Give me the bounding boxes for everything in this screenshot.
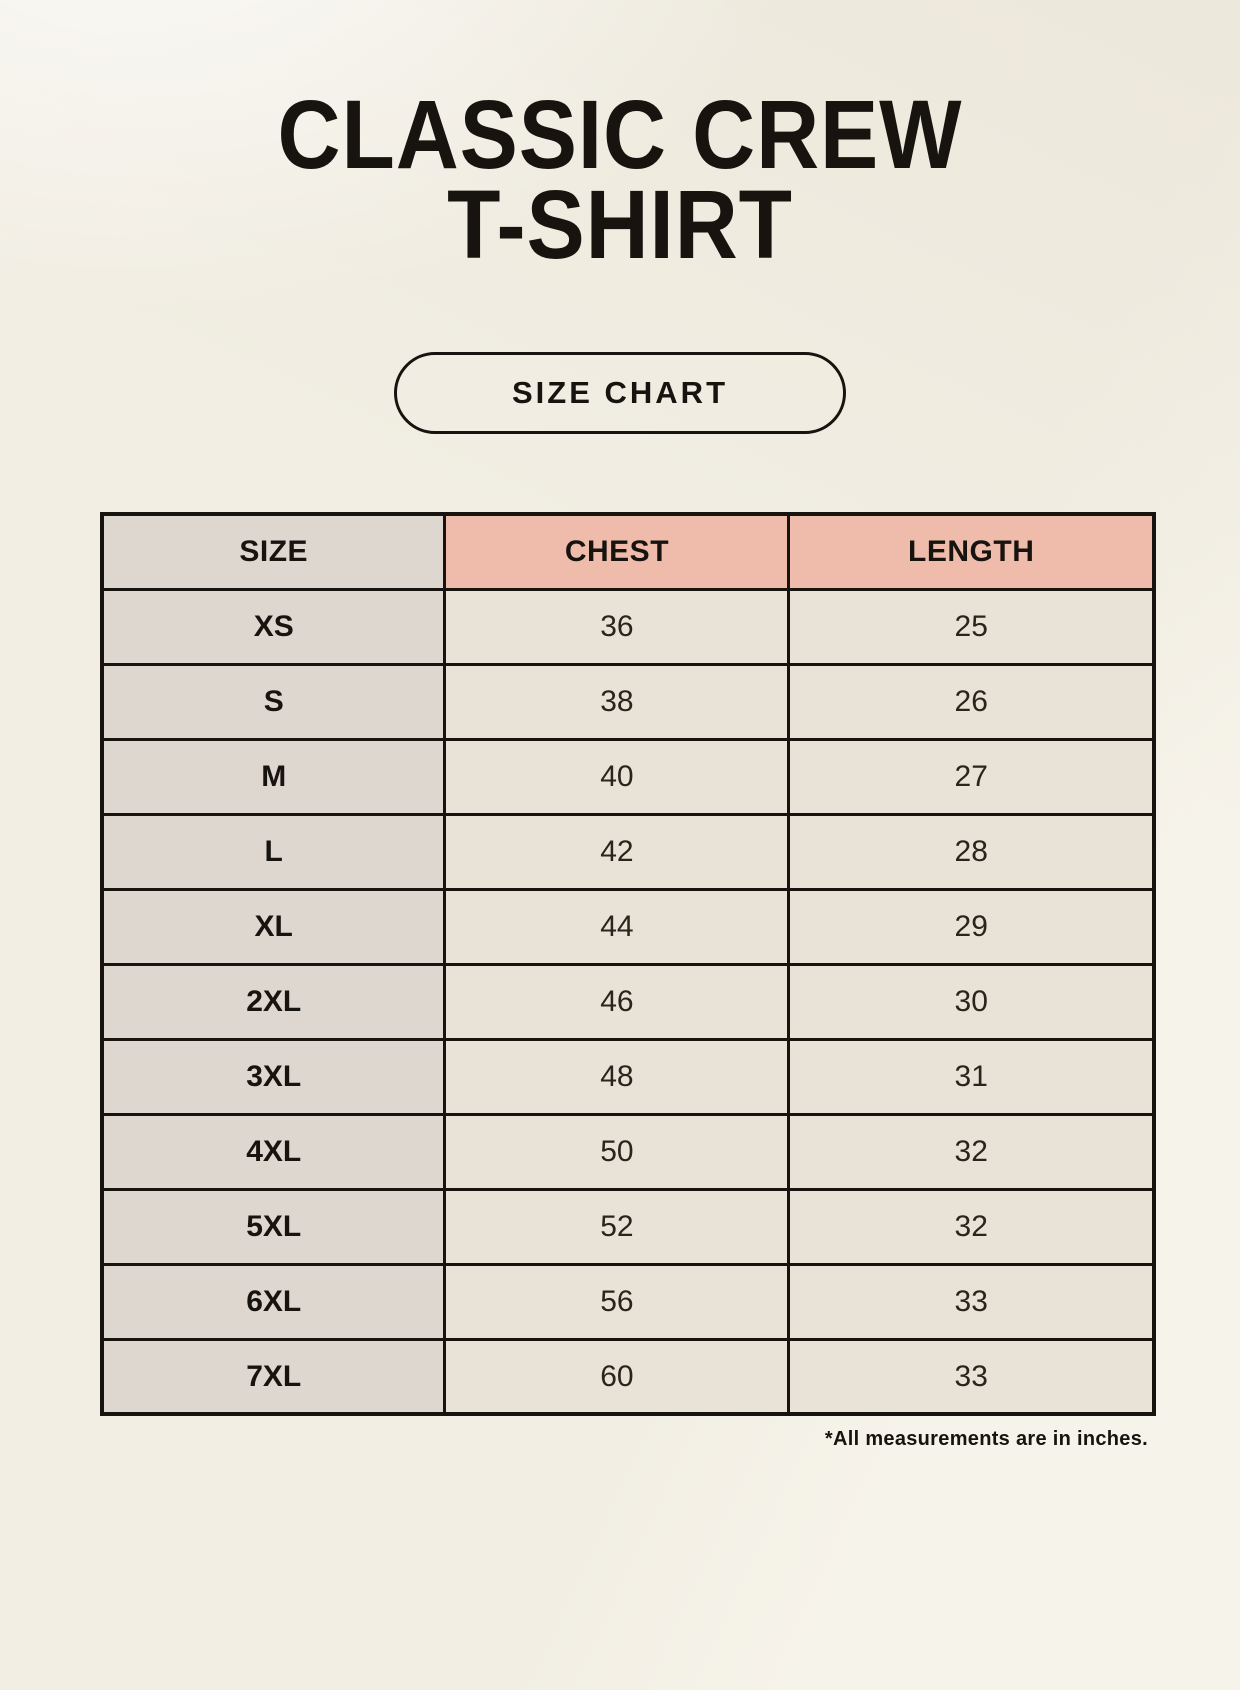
table-row [102, 1039, 1154, 1114]
length-cell: 31 [789, 1039, 1154, 1114]
chest-cell: 38 [445, 664, 789, 739]
header-length: LENGTH [789, 514, 1154, 589]
chest-cell: 60 [445, 1339, 789, 1414]
title-line-1: CLASSIC CREW [277, 80, 963, 189]
length-cell: 30 [789, 964, 1154, 1039]
size-cell: M [102, 739, 445, 814]
table-row [102, 739, 1154, 814]
size-chart-badge-label: SIZE CHART [512, 375, 728, 411]
length-cell: 33 [789, 1339, 1154, 1414]
size-chart-page [0, 80, 1240, 1451]
size-chart-badge [394, 352, 846, 434]
length-cell: 29 [789, 889, 1154, 964]
length-cell: 28 [789, 814, 1154, 889]
table-row [102, 664, 1154, 739]
length-cell: 33 [789, 1264, 1154, 1339]
table-row [102, 1264, 1154, 1339]
table-header-row [102, 514, 1154, 589]
size-cell: S [102, 664, 445, 739]
size-table-container [100, 512, 1156, 1451]
length-cell: 27 [789, 739, 1154, 814]
chest-cell: 44 [445, 889, 789, 964]
length-cell: 25 [789, 589, 1154, 664]
size-cell: 2XL [102, 964, 445, 1039]
size-cell: 3XL [102, 1039, 445, 1114]
size-cell: 6XL [102, 1264, 445, 1339]
chest-cell: 40 [445, 739, 789, 814]
size-cell: 4XL [102, 1114, 445, 1189]
length-cell: 32 [789, 1189, 1154, 1264]
size-table [100, 512, 1156, 1416]
size-cell: L [102, 814, 445, 889]
table-row [102, 889, 1154, 964]
page-title [62, 80, 1178, 280]
chest-cell: 48 [445, 1039, 789, 1114]
length-cell: 26 [789, 664, 1154, 739]
size-cell: 5XL [102, 1189, 445, 1264]
chest-cell: 50 [445, 1114, 789, 1189]
size-cell: XS [102, 589, 445, 664]
chest-cell: 52 [445, 1189, 789, 1264]
table-row [102, 964, 1154, 1039]
header-size: SIZE [102, 514, 445, 589]
header-chest: CHEST [445, 514, 789, 589]
chest-cell: 56 [445, 1264, 789, 1339]
size-cell: XL [102, 889, 445, 964]
size-cell: 7XL [102, 1339, 445, 1414]
chest-cell: 46 [445, 964, 789, 1039]
chest-cell: 36 [445, 589, 789, 664]
table-row [102, 589, 1154, 664]
table-row [102, 1189, 1154, 1264]
title-line-2: T-SHIRT [447, 170, 793, 280]
table-row [102, 1339, 1154, 1414]
measurements-footnote: *All measurements are in inches. [824, 1428, 1148, 1451]
table-row [102, 814, 1154, 889]
length-cell: 32 [789, 1114, 1154, 1189]
chest-cell: 42 [445, 814, 789, 889]
table-row [102, 1114, 1154, 1189]
